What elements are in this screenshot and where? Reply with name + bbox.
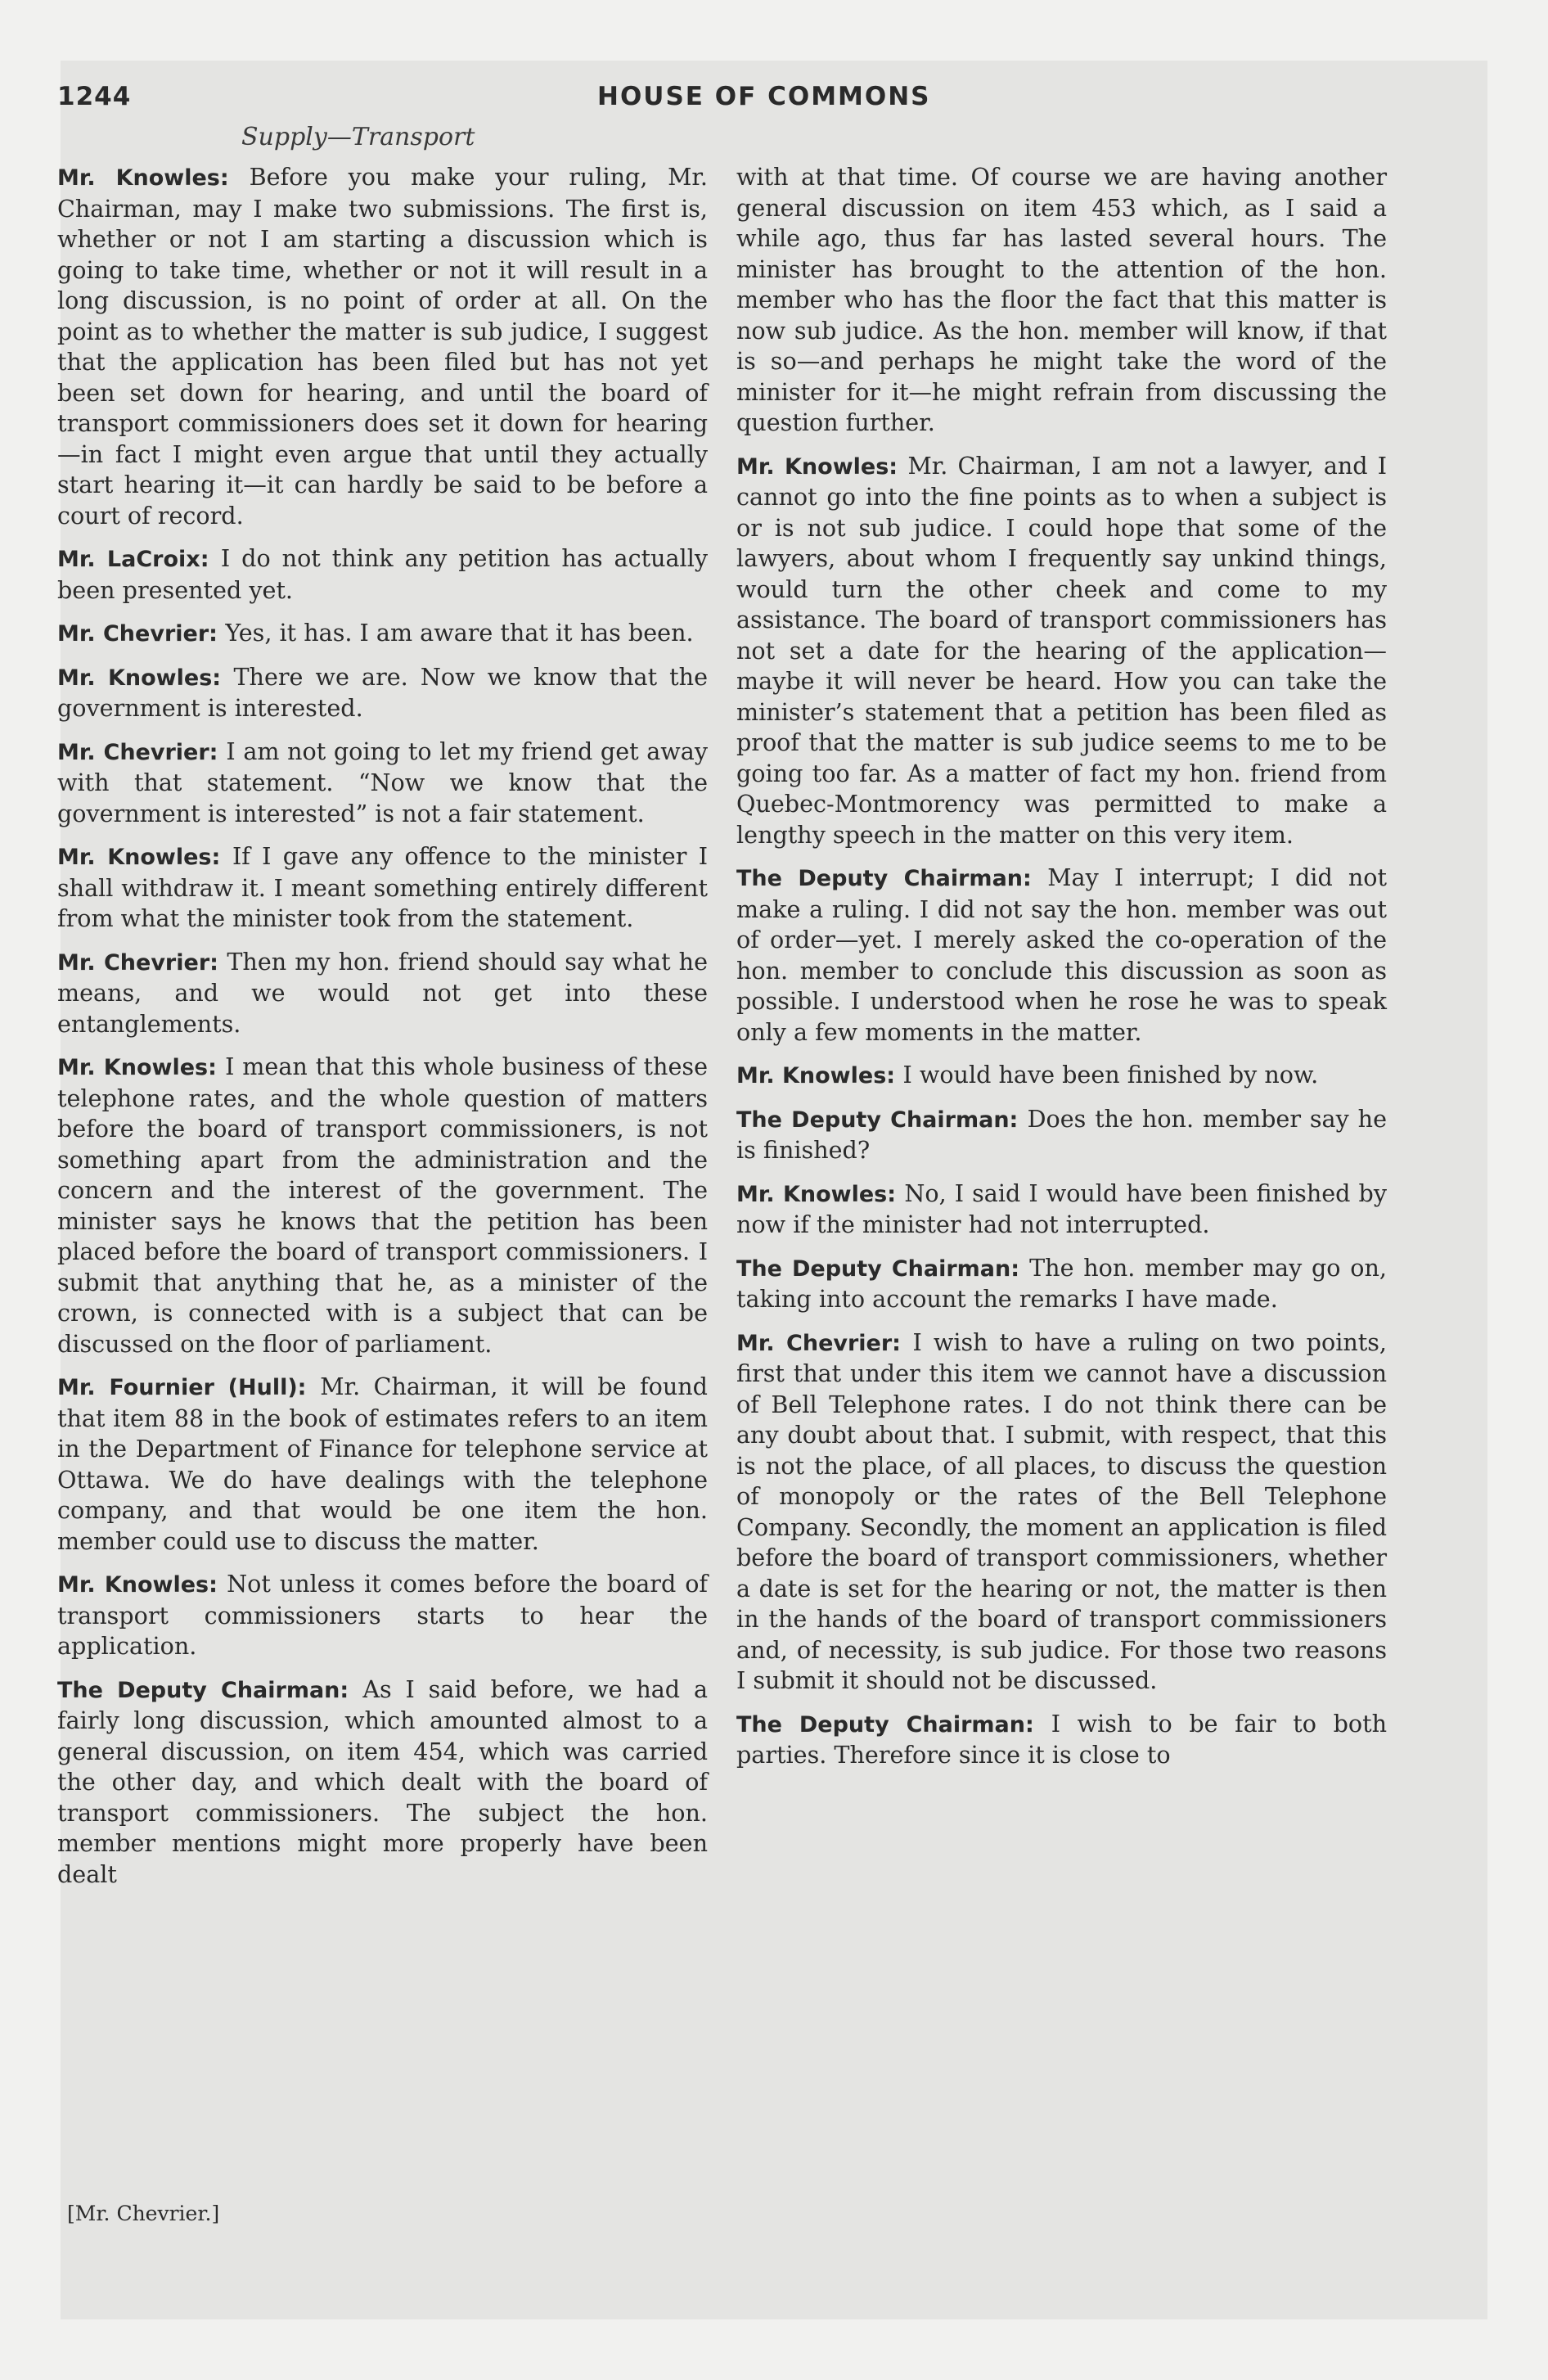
speech-paragraph — [57, 1372, 708, 1557]
speech-paragraph — [736, 1104, 1387, 1166]
speech-text: I wish to be fair to both parties. Therefore since it is close to — [736, 1709, 1388, 1769]
speech-text: Before you make your ruling, Mr. Chairman, may I make two submissions. The first is, whether or not I am starting a discussion which is going to take time, whether or not it will result in a long discussion, is no point of order at all. On the point as to whether the matter is sub judice, I suggest that the application has been filed but has not yet been set down for hearing, and until the board of transport commissioners does set it down for hearing—in fact I might even argue that until they actually start hearing it—it can hardly be said to be before a court of record. — [57, 163, 708, 530]
speaker-name: Mr. Knowles: — [57, 1572, 218, 1598]
speech-paragraph — [57, 841, 708, 935]
speech-paragraph — [57, 1569, 708, 1662]
speech-paragraph — [736, 1060, 1387, 1092]
speech-text: Mr. Chairman, it will be found that item 88 in the book of estimates refers to an item in the Department of Finance for telephone service at Ottawa. We do have dealings with the telephone company, and that would be one item the hon. member could use to discuss the matter. — [57, 1373, 708, 1555]
speaker-name: Mr. Knowles: — [57, 845, 221, 870]
speech-paragraph — [736, 1253, 1387, 1315]
speaker-name: Mr. Knowles: — [57, 165, 229, 191]
speech-text: I do not think any petition has actually been presented yet. — [57, 544, 708, 604]
speech-paragraph — [57, 662, 708, 724]
speech-paragraph — [57, 1675, 708, 1891]
page-title: HOUSE OF COMMONS — [597, 82, 931, 111]
speech-text: I wish to have a ruling on two points, first that under this item we cannot have a discussion of Bell Telephone rates. I do not think there can be any doubt about that. I submit, with respect, that this is not the place, of all places, to discuss the question of monopoly or the rates of the Bell Telephone Company. Secondly, the moment an application is filed before the board of transport commissioners, whether a date is set for the hearing or not, the matter is then in the hands of the board of transport commissioners and, of necessity, is sub judice. For those two reasons I submit it should not be discussed. — [736, 1327, 1388, 1694]
speaker-name: The Deputy Chairman: — [736, 866, 1032, 891]
speech-text: Yes, it has. I am aware that it has been. — [225, 619, 694, 647]
speech-text: The hon. member may go on, taking into account the remarks I have made. — [736, 1253, 1387, 1313]
speaker-name: Mr. Knowles: — [57, 665, 222, 691]
speech-paragraph — [57, 1052, 708, 1359]
speech-text: I would have been finished by now. — [902, 1061, 1319, 1089]
speaker-name: Mr. Knowles: — [736, 1181, 897, 1207]
speaker-name: Mr. Chevrier: — [57, 949, 218, 976]
speech-paragraph — [57, 162, 708, 531]
speech-text: Not unless it comes before the board of transport commissioners starts to hear the application. — [57, 1570, 708, 1660]
speech-text: Then my hon. friend should say what he means, and we would not get into these entanglements. — [57, 947, 709, 1038]
speech-paragraph — [736, 863, 1387, 1048]
speaker-name: Mr. Chevrier: — [57, 739, 218, 765]
speech-text: I am not going to let my friend get away with that statement. “Now we know that the government is interested” is not a fair statement. — [57, 737, 708, 827]
speech-text: As I said before, we had a fairly long discussion, which amounted almost to a general discussion, on item 454, which was carried the other day, and which dealt with the board of transport commissioners. The subject the hon. member mentions might more properly have been dealt — [57, 1675, 708, 1888]
speech-paragraph — [736, 162, 1387, 439]
speaker-name: Mr. Chevrier: — [736, 1330, 901, 1356]
right-column — [736, 162, 1387, 1783]
speech-paragraph — [57, 543, 708, 606]
speech-paragraph — [736, 1179, 1387, 1241]
speech-paragraph — [57, 947, 708, 1040]
speaker-name: The Deputy Chairman: — [736, 1107, 1019, 1133]
speech-text: Does the hon. member say he is finished? — [736, 1104, 1387, 1164]
speaker-name: The Deputy Chairman: — [57, 1677, 349, 1703]
page-number: 1244 — [57, 82, 132, 111]
speech-paragraph — [57, 737, 708, 830]
speech-paragraph — [736, 451, 1387, 851]
speech-text: Mr. Chairman, I am not a lawyer, and I cannot go into the fine points as to when a subject is or is not sub judice. I could hope that some of the lawyers, about whom I frequently say unkind things, would turn the other cheek and come to my assistance. The board of transport commissioners has not set a date for the hearing of the application—maybe it will never be heard. How you can take the minister’s statement that a petition has been filed as proof that the matter is sub judice seems to me to be going too far. As a matter of fact my hon. friend from Quebec-Montmorency was permitted to make a lengthy speech in the matter on this very item. — [736, 451, 1387, 849]
speech-paragraph — [57, 618, 708, 650]
speech-text: I mean that this whole business of these telephone rates, and the whole question of matters before the board of transport commissioners, is not something apart from the administration and the concern and the interest of the government. The minister says he knows that the petition has been placed before the board of transport commissioners. I submit that anything that he, as a minister of the crown, is connected with is a subject that can be discussed on the floor of parliament. — [57, 1053, 708, 1358]
speech-text: There we are. Now we know that the government is interested. — [57, 662, 709, 722]
speaker-name: Mr. Knowles: — [57, 1055, 217, 1080]
speech-paragraph — [736, 1327, 1387, 1697]
speech-text: May I interrupt; I did not make a ruling. I did not say the hon. member was out of order—yet. I merely asked the co-operation of the hon. member to conclude this discussion as soon as possible. I understood when he rose he was to speak only a few moments in the matter. — [736, 863, 1388, 1046]
speech-text: If I gave any offence to the minister I shall withdraw it. I meant something entirely different from what the minister took from the statement. — [57, 842, 709, 932]
speech-paragraph — [736, 1709, 1387, 1771]
speaker-name: Mr. Fournier (Hull): — [57, 1375, 307, 1400]
speaker-name: Mr. Chevrier: — [57, 621, 218, 647]
speech-text: No, I said I would have been finished by now if the minister had not interrupted. — [736, 1179, 1388, 1238]
speech-text: with at that time. Of course we are having another general discussion on item 453 which, as I said a while ago, thus far has lasted several hours. The minister has brought to the attention of the hon. member who has the floor the fact that this matter is now sub judice. As the hon. member will know, if that is so—and perhaps he might take the word of the minister for it—he might refrain from discussing the question further. — [736, 163, 1387, 436]
speaker-name: The Deputy Chairman: — [736, 1711, 1034, 1738]
speaker-name: Mr. Knowles: — [736, 1063, 896, 1089]
speaker-name: Mr. Knowles: — [736, 453, 898, 480]
speaker-name: The Deputy Chairman: — [736, 1255, 1020, 1282]
section-heading: Supply—Transport — [241, 123, 475, 151]
left-column — [57, 162, 708, 1902]
speaker-name: Mr. LaCroix: — [57, 547, 209, 572]
footer-note: [Mr. Chevrier.] — [67, 2202, 220, 2225]
